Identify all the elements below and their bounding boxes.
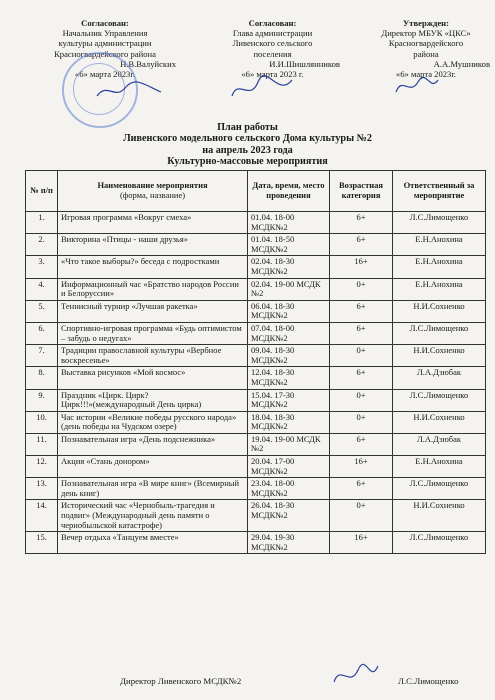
table-row [26, 367, 486, 389]
approval-line: Директор МБУК «ЦКС» [381, 28, 471, 39]
table-row [26, 456, 486, 478]
event-date: 15.04. 17-30 МСДК№2 [248, 389, 330, 411]
official-stamp [62, 52, 138, 128]
header-name-label: Наименование мероприятия [97, 180, 208, 191]
table-row [26, 500, 486, 532]
age-category: 6+ [330, 234, 393, 256]
table-row [26, 389, 486, 411]
header-responsible: Ответственный за мероприятие [393, 171, 486, 212]
responsible-person: Н.И.Сохненко [393, 411, 486, 433]
row-number: 3. [26, 256, 58, 278]
responsible-person: Е.Н.Анохина [393, 278, 486, 300]
table-header-row [26, 171, 486, 212]
event-date: 02.04. 18-30 МСДК№2 [248, 256, 330, 278]
approval-line: культуры администрации [58, 38, 152, 49]
row-number: 1. [26, 212, 58, 234]
age-category: 16+ [330, 532, 393, 554]
row-number: 8. [26, 367, 58, 389]
responsible-person: Е.Н.Анохина [393, 456, 486, 478]
table-row [26, 433, 486, 455]
header-name [58, 171, 248, 212]
header-date: Дата, время, место проведения [248, 171, 330, 212]
event-name: Исторический час «Чернобыль-трагедия и подвиг» (Международный день памяти о чернобыльской катастрофе) [58, 500, 248, 532]
approval-block-right [362, 18, 490, 79]
table-row [26, 322, 486, 344]
event-name: Познавательная игра «В мире книг» (Всемирный день книг) [58, 478, 248, 500]
approval-line: Начальник Управления [62, 28, 148, 39]
plan-title-line: на апрель 2023 года [202, 144, 293, 156]
event-date: 19.04. 19-00 МСДК №2 [248, 433, 330, 455]
plan-title-line: Культурно-массовые мероприятия [167, 156, 328, 168]
approval-title: Согласован: [248, 18, 297, 28]
age-category: 0+ [330, 411, 393, 433]
row-number: 6. [26, 322, 58, 344]
event-name: Традиции православной культуры «Вербное воскресенье» [58, 345, 248, 367]
event-name: Теннисный турнир «Лучшая ракетка» [58, 300, 248, 322]
age-category: 16+ [330, 456, 393, 478]
responsible-person: Е.Н.Анохина [393, 234, 486, 256]
age-category: 16+ [330, 256, 393, 278]
age-category: 0+ [330, 500, 393, 532]
row-number: 12. [26, 456, 58, 478]
approval-line: Красногвардейского [388, 38, 464, 49]
approval-line: Красногвардейского района [54, 48, 156, 59]
row-number: 2. [26, 234, 58, 256]
table-row [26, 300, 486, 322]
event-date: 18.04. 18-30 МСДК№2 [248, 411, 330, 433]
approval-line: Глава администрации [232, 28, 313, 39]
table-row [26, 478, 486, 500]
header-age: Возрастная категория [330, 171, 393, 212]
event-date: 01.04. 18-00 МСДК№2 [248, 212, 330, 234]
plan-title-line: Ливенского модельного сельского Дома культуры №2 [123, 133, 372, 145]
event-date: 12.04. 18-30 МСДК№2 [248, 367, 330, 389]
approval-signer: Н.В.Валуйских [120, 58, 176, 69]
signature-director [330, 662, 380, 690]
age-category: 6+ [330, 367, 393, 389]
plan-title [0, 122, 495, 168]
table-row [26, 411, 486, 433]
footer-position: Директор Ливенского МСДК№2 [120, 676, 242, 686]
age-category: 0+ [330, 389, 393, 411]
event-date: 01.04. 18-50 МСДК№2 [248, 234, 330, 256]
event-name: Спортивно-игровая программа «Будь оптимистом – забудь о недугах» [58, 322, 248, 344]
event-name: Выставка рисунков «Мой космос» [58, 367, 248, 389]
event-name: Информационный час «Братство народов России и Белоруссии» [58, 278, 248, 300]
events-table [25, 170, 486, 554]
event-name: Познавательная игра «День подснежника» [58, 433, 248, 455]
row-number: 13. [26, 478, 58, 500]
table-row [26, 212, 486, 234]
row-number: 7. [26, 345, 58, 367]
table-row [26, 532, 486, 554]
event-date: 09.04. 18-30 МСДК№2 [248, 345, 330, 367]
approval-title: Согласован: [81, 18, 129, 28]
event-date: 23.04. 18-00 МСДК№2 [248, 478, 330, 500]
responsible-person: Л.С.Лимощенко [393, 389, 486, 411]
event-name: Час истории «Великие победы русского народа» (день победы на Чудском озере) [58, 411, 248, 433]
approval-line: поселения [253, 48, 292, 59]
age-category: 6+ [330, 322, 393, 344]
table-row [26, 345, 486, 367]
responsible-person: Л.А.Дзюбак [393, 433, 486, 455]
event-name: Акция «Стань донором» [58, 456, 248, 478]
responsible-person: Н.И.Сохненко [393, 300, 486, 322]
age-category: 0+ [330, 345, 393, 367]
event-name: «Что такое выборы?» беседа с подростками [58, 256, 248, 278]
age-category: 6+ [330, 212, 393, 234]
responsible-person: Л.С.Лимощенко [393, 322, 486, 344]
header-num: № п/п [26, 171, 58, 212]
plan-title-line: План работы [217, 122, 278, 133]
event-date: 07.04. 18-00 МСДК№2 [248, 322, 330, 344]
approval-signer: А.А.Мушников [433, 58, 490, 69]
table-row [26, 234, 486, 256]
event-name: Викторина «Птицы - наши друзья» [58, 234, 248, 256]
event-date: 29.04. 19-30 МСДК№2 [248, 532, 330, 554]
event-date: 02.04. 19-00 МСДК №2 [248, 278, 330, 300]
row-number: 10. [26, 411, 58, 433]
approval-signer: И.И.Шишлянников [269, 58, 340, 69]
approval-line: района [413, 48, 439, 59]
row-number: 5. [26, 300, 58, 322]
approval-line: Ливенского сельского [232, 38, 313, 49]
approval-date: «6» марта 2023 г. [241, 69, 304, 80]
age-category: 0+ [330, 278, 393, 300]
event-name: Вечер отдыха «Танцуем вместе» [58, 532, 248, 554]
event-name: Игровая программа «Вокруг смеха» [58, 212, 248, 234]
row-number: 11. [26, 433, 58, 455]
approval-title: Утвержден: [403, 18, 449, 28]
approval-block-middle [205, 18, 340, 79]
row-number: 4. [26, 278, 58, 300]
approval-date: «6» марта 2023г. [74, 69, 136, 80]
event-date: 26.04. 18-30 МСДК№2 [248, 500, 330, 532]
footer-signer: Л.С.Лимощенко [398, 676, 459, 686]
event-date: 06.04. 18-30 МСДК№2 [248, 300, 330, 322]
table-row [26, 256, 486, 278]
row-number: 14. [26, 500, 58, 532]
table-row [26, 278, 486, 300]
age-category: 6+ [330, 300, 393, 322]
header-name-sub: (форма, название) [119, 190, 186, 200]
responsible-person: Н.И.Сохненко [393, 500, 486, 532]
responsible-person: Л.С.Лимощенко [393, 478, 486, 500]
responsible-person: Е.Н.Анохина [393, 256, 486, 278]
age-category: 6+ [330, 433, 393, 455]
responsible-person: Л.С.Лимощенко [393, 532, 486, 554]
responsible-person: Л.С.Лимощенко [393, 212, 486, 234]
event-name: Праздник «Цирк. Цирк? Цирк!!!»(международный День цирка) [58, 389, 248, 411]
event-date: 20.04. 17-00 МСДК№2 [248, 456, 330, 478]
approval-date: «6» марта 2023г. [395, 69, 457, 80]
responsible-person: Л.А.Дзюбак [393, 367, 486, 389]
age-category: 6+ [330, 478, 393, 500]
row-number: 9. [26, 389, 58, 411]
row-number: 15. [26, 532, 58, 554]
responsible-person: Н.И.Сохненко [393, 345, 486, 367]
